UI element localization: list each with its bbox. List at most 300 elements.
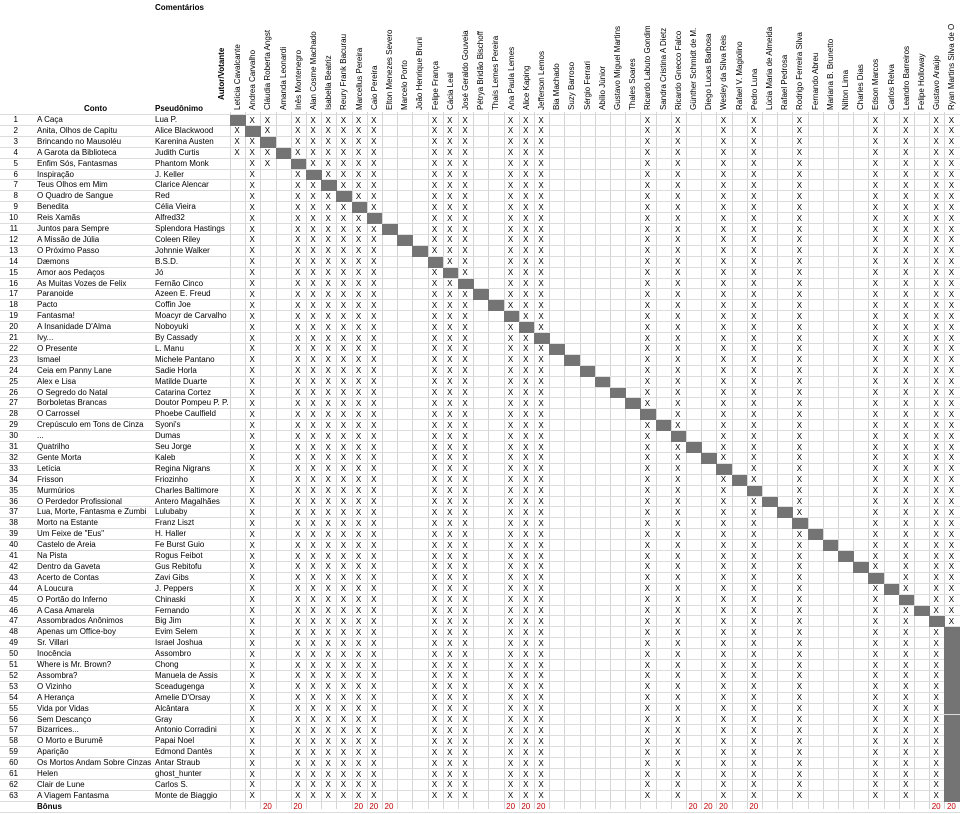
own-story-cell <box>792 518 808 529</box>
vote-mark: X <box>462 300 468 310</box>
pseudonimo-cell: Judith Curtis <box>155 147 200 157</box>
vote-mark: X <box>751 148 757 158</box>
vote-mark: X <box>675 366 681 376</box>
vote-mark: X <box>355 616 362 626</box>
vote-mark: X <box>675 279 681 288</box>
vote-mark: X <box>675 736 681 746</box>
pseudonimo-cell: Lua P. <box>155 115 178 124</box>
vote-mark: X <box>462 420 468 430</box>
vote-mark: X <box>933 180 939 190</box>
vote-mark: X <box>507 115 514 125</box>
vote-mark: X <box>872 170 879 179</box>
vote-mark: X <box>872 616 879 626</box>
vote-mark: X <box>462 682 468 692</box>
vote-mark: X <box>507 758 514 768</box>
row-number: 30 <box>9 431 18 441</box>
vote-mark: X <box>948 191 955 201</box>
vote-mark: X <box>523 180 529 190</box>
vote-mark: X <box>355 660 362 670</box>
row-number: 50 <box>9 649 18 659</box>
vote-mark: X <box>340 518 347 528</box>
vote-mark: X <box>675 573 681 583</box>
vote-mark: X <box>796 333 803 343</box>
vote-mark: X <box>249 747 255 757</box>
vote-mark: X <box>796 355 803 365</box>
vote-mark: X <box>538 660 544 670</box>
vote-mark: X <box>340 584 347 594</box>
vote-mark: X <box>675 213 681 223</box>
vote-mark: X <box>796 584 803 594</box>
vote-mark: X <box>310 191 316 201</box>
vote-mark: X <box>310 398 316 408</box>
vote-mark: X <box>462 398 468 408</box>
vote-mark: X <box>371 453 377 463</box>
conto-cell: A Caça <box>37 115 63 124</box>
vote-mark: X <box>355 126 362 136</box>
conto-cell: Apenas um Office-boy <box>37 627 117 637</box>
vote-mark: X <box>796 268 803 278</box>
vote-mark: X <box>903 518 909 528</box>
vote-mark: X <box>903 606 909 615</box>
vote-mark: X <box>371 224 377 234</box>
vote-mark: X <box>948 420 955 430</box>
pseudonimo-cell: Kaleb <box>155 452 176 462</box>
own-story-cell <box>336 191 352 202</box>
voter-header: Rodrigo Ferreira Silva <box>795 32 805 110</box>
vote-mark: X <box>355 540 362 550</box>
vote-mark: X <box>903 300 909 310</box>
vote-mark: X <box>295 791 301 801</box>
vote-mark: X <box>720 660 727 670</box>
conto-cell: Where is Mr. Brown? <box>37 660 112 669</box>
pseudonimo-cell: Charles Baltimore <box>155 485 219 495</box>
vote-mark: X <box>903 377 909 387</box>
own-story-cell <box>868 573 884 584</box>
vote-mark: X <box>675 115 681 125</box>
vote-mark: X <box>933 311 939 321</box>
vote-mark: X <box>872 453 879 463</box>
vote-mark: X <box>310 388 316 397</box>
own-story-cell <box>808 529 824 540</box>
vote-mark: X <box>355 551 362 561</box>
vote-mark: X <box>933 137 939 147</box>
vote-mark: X <box>355 529 362 539</box>
vote-mark: X <box>310 224 316 234</box>
vote-mark: X <box>796 366 803 376</box>
vote-mark: X <box>462 486 468 496</box>
vote-mark: X <box>507 366 514 376</box>
vote-mark: X <box>249 289 255 299</box>
vote-mark: X <box>507 257 514 267</box>
vote-mark: X <box>371 475 377 485</box>
vote-mark: X <box>325 159 331 169</box>
vote-mark: X <box>371 322 377 332</box>
voter-header: Fernando Abreu <box>810 52 820 110</box>
conto-cell: Dentro da Gaveta <box>37 561 101 571</box>
vote-mark: X <box>431 355 438 365</box>
vote-mark: X <box>249 497 255 506</box>
vote-mark: X <box>249 257 255 267</box>
vote-mark: X <box>720 769 727 779</box>
vote-mark: X <box>310 180 316 190</box>
own-story-cell <box>458 279 474 290</box>
vote-mark: X <box>325 573 331 583</box>
vote-mark: X <box>903 268 909 278</box>
vote-mark: X <box>903 246 909 256</box>
grid-row-line <box>0 278 960 279</box>
vote-mark: X <box>325 409 331 419</box>
own-story-cell <box>899 595 915 606</box>
conto-cell: Inocência <box>37 649 72 659</box>
vote-mark: X <box>796 464 803 474</box>
vote-mark: X <box>675 616 681 626</box>
vote-mark: X <box>796 180 803 190</box>
grid-column-line <box>777 112 778 809</box>
vote-mark: X <box>371 366 377 376</box>
vote-mark: X <box>751 355 757 365</box>
own-story-cell <box>929 616 945 627</box>
vote-mark: X <box>538 420 544 430</box>
vote-mark: X <box>751 671 757 681</box>
vote-mark: X <box>903 747 909 757</box>
vote-mark: X <box>903 235 909 245</box>
vote-mark: X <box>903 693 909 703</box>
conto-cell: O Quadro de Sangue <box>37 191 114 201</box>
vote-mark: X <box>675 453 681 463</box>
vote-mark: X <box>675 529 681 539</box>
vote-mark: X <box>371 268 377 278</box>
own-story-cell <box>610 388 626 399</box>
vote-mark: X <box>872 300 879 310</box>
vote-mark: X <box>933 126 939 136</box>
vote-mark: X <box>751 758 757 768</box>
vote-mark: X <box>538 584 544 594</box>
vote-mark: X <box>751 409 757 419</box>
vote-mark: X <box>310 420 316 430</box>
conto-cell: ... <box>37 431 44 441</box>
vote-mark: X <box>371 159 377 169</box>
vote-mark: X <box>872 126 879 136</box>
vote-mark: X <box>431 649 438 659</box>
vote-mark: X <box>644 213 651 223</box>
vote-mark: X <box>295 518 301 528</box>
row-number: 34 <box>9 474 18 484</box>
vote-mark: X <box>720 180 727 190</box>
vote-mark: X <box>675 257 681 267</box>
vote-mark: X <box>295 322 301 332</box>
vote-mark: X <box>644 497 651 506</box>
vote-mark: X <box>249 246 255 256</box>
conto-cell: O Carrossel <box>37 409 80 419</box>
grid-row-line <box>0 114 960 115</box>
conto-cell: Brincando no Mausoléu <box>37 136 122 146</box>
conto-cell: O Presente <box>37 343 78 353</box>
vote-mark: X <box>340 279 347 288</box>
vote-mark: X <box>796 279 803 288</box>
vote-mark: X <box>325 366 331 376</box>
vote-mark: X <box>644 289 651 299</box>
vote-mark: X <box>462 311 468 321</box>
vote-mark: X <box>340 159 347 169</box>
pseudonimo-cell: Franz Liszt <box>155 518 195 528</box>
vote-mark: X <box>933 540 939 550</box>
row-number: 41 <box>9 551 18 560</box>
vote-mark: X <box>523 704 529 714</box>
vote-mark: X <box>462 627 468 637</box>
vote-mark: X <box>371 693 377 703</box>
vote-mark: X <box>903 562 909 572</box>
pseudonimo-cell: Michele Pantano <box>155 354 215 364</box>
vote-mark: X <box>507 780 514 790</box>
vote-mark: X <box>720 595 727 605</box>
vote-mark: X <box>249 562 255 572</box>
vote-mark: X <box>796 246 803 256</box>
vote-mark: X <box>325 377 331 387</box>
vote-mark: X <box>523 126 529 136</box>
vote-mark: X <box>431 268 438 278</box>
vote-mark: X <box>507 693 514 703</box>
pseudonimo-cell: Coleen Riley <box>155 234 201 244</box>
row-number: 32 <box>9 452 18 462</box>
vote-mark: X <box>538 268 544 278</box>
vote-mark: X <box>431 507 438 517</box>
vote-mark: X <box>903 388 909 397</box>
vote-mark: X <box>431 638 438 648</box>
vote-mark: X <box>447 518 453 528</box>
conto-cell: Ceia em Panny Lane <box>37 365 112 375</box>
vote-mark: X <box>644 464 651 474</box>
own-story-cell <box>564 355 580 366</box>
vote-mark: X <box>462 464 468 474</box>
vote-mark: X <box>431 366 438 376</box>
vote-mark: X <box>538 780 544 790</box>
vote-mark: X <box>355 409 362 419</box>
vote-mark: X <box>264 115 271 125</box>
vote-mark: X <box>903 627 909 637</box>
grid-column-line <box>625 112 626 809</box>
vote-mark: X <box>872 398 879 408</box>
vote-mark: X <box>447 486 453 496</box>
vote-mark: X <box>355 715 362 724</box>
vote-mark: X <box>310 562 316 572</box>
vote-mark: X <box>462 606 468 615</box>
vote-mark: X <box>644 235 651 245</box>
vote-mark: X <box>431 671 438 681</box>
pseudonimo-cell: Big Jim <box>155 616 182 626</box>
vote-mark: X <box>249 507 255 517</box>
vote-mark: X <box>325 518 331 528</box>
vote-mark: X <box>507 224 514 234</box>
voter-header: Pedro Luna <box>749 68 759 110</box>
vote-mark: X <box>310 780 316 790</box>
conto-cell: Amor aos Pedaços <box>37 267 105 277</box>
vote-mark: X <box>644 224 651 234</box>
vote-mark: X <box>295 213 301 223</box>
vote-mark: X <box>431 758 438 768</box>
pseudonimo-cell: B.S.D. <box>155 256 179 266</box>
vote-mark: X <box>249 180 255 190</box>
vote-mark: X <box>295 224 301 234</box>
vote-mark: X <box>523 780 529 790</box>
vote-mark: X <box>720 529 727 539</box>
own-story-cell <box>519 322 535 333</box>
row-number: 23 <box>9 354 18 364</box>
vote-mark: X <box>903 616 909 626</box>
row-number: 28 <box>9 409 18 419</box>
voter-header: Cláudia Roberta Angst <box>263 29 273 110</box>
vote-mark: X <box>751 769 757 779</box>
vote-mark: X <box>295 649 301 659</box>
vote-mark: X <box>355 170 362 179</box>
vote-mark: X <box>249 736 255 746</box>
pseudonimo-cell: ghost_hunter <box>155 769 202 778</box>
voter-header: Günther Schmidt de M. <box>689 27 698 110</box>
vote-mark: X <box>751 693 757 703</box>
vote-mark: X <box>538 638 544 648</box>
grid-row-line <box>0 496 960 497</box>
vote-mark: X <box>796 224 803 234</box>
vote-mark: X <box>340 213 347 223</box>
vote-mark: X <box>538 442 544 452</box>
vote-mark: X <box>340 388 347 397</box>
vote-mark: X <box>644 671 651 681</box>
vote-mark: X <box>295 355 301 365</box>
vote-mark: X <box>310 311 316 321</box>
grid-row-line <box>0 343 960 344</box>
vote-mark: X <box>447 671 453 681</box>
vote-mark: X <box>295 671 301 681</box>
vote-mark: X <box>538 409 544 419</box>
grid-row-line <box>0 605 960 606</box>
conto-cell: Ismael <box>37 354 61 364</box>
voter-header: Diego Lucas Barbosa <box>704 33 714 110</box>
vote-mark: X <box>249 170 255 179</box>
vote-mark: X <box>295 693 301 703</box>
vote-mark: X <box>538 475 544 485</box>
vote-mark: X <box>507 682 514 692</box>
grid-column-line <box>412 112 413 809</box>
vote-mark: X <box>675 758 681 768</box>
vote-mark: X <box>431 704 438 714</box>
vote-mark: X <box>340 257 347 267</box>
bonus-value: 20 <box>536 801 546 811</box>
grid-column-line <box>762 112 763 809</box>
vote-mark: X <box>675 486 681 496</box>
vote-mark: X <box>796 715 803 724</box>
vote-mark: X <box>933 279 939 288</box>
vote-mark: X <box>523 224 529 234</box>
vote-mark: X <box>644 300 651 310</box>
grid-column-line <box>808 112 809 809</box>
vote-mark: X <box>249 660 255 670</box>
vote-mark: X <box>431 115 438 125</box>
vote-mark: X <box>295 235 301 245</box>
vote-mark: X <box>325 627 331 637</box>
vote-mark: X <box>447 682 453 692</box>
vote-mark: X <box>325 507 331 517</box>
vote-mark: X <box>507 279 514 288</box>
vote-mark: X <box>720 420 727 430</box>
vote-mark: X <box>933 791 939 801</box>
vote-mark: X <box>371 725 377 735</box>
voter-header: Edson Marcos <box>871 58 881 110</box>
vote-mark: X <box>295 507 301 517</box>
vote-mark: X <box>371 649 377 659</box>
vote-mark: X <box>295 202 301 212</box>
vote-mark: X <box>872 213 879 223</box>
vote-mark: X <box>295 148 301 158</box>
vote-mark: X <box>523 671 529 681</box>
vote-mark: X <box>431 791 438 801</box>
vote-mark: X <box>295 627 301 637</box>
vote-mark: X <box>340 180 347 190</box>
vote-mark: X <box>644 355 651 365</box>
grid-row-line <box>0 136 960 137</box>
vote-mark: X <box>933 202 939 212</box>
voter-header: Felipe França <box>430 61 440 110</box>
grid-row-line <box>0 517 960 518</box>
row-number: 17 <box>9 289 18 299</box>
vote-mark: X <box>310 442 316 452</box>
vote-mark: X <box>675 148 681 158</box>
own-story-cell <box>382 224 398 235</box>
vote-mark: X <box>751 704 757 714</box>
vote-mark: X <box>644 704 651 714</box>
vote-mark: X <box>310 202 316 212</box>
vote-mark: X <box>295 704 301 714</box>
vote-mark: X <box>675 507 681 517</box>
vote-mark: X <box>249 300 255 310</box>
grid-row-line <box>0 376 960 377</box>
vote-mark: X <box>431 442 438 452</box>
vote-mark: X <box>751 736 757 746</box>
vote-mark: X <box>325 562 331 572</box>
vote-mark: X <box>523 725 529 735</box>
conto-cell: O Portão do Inferno <box>37 594 108 604</box>
vote-mark: X <box>447 115 453 125</box>
row-number: 3 <box>13 136 18 146</box>
vote-mark: X <box>371 606 377 615</box>
vote-mark: X <box>675 518 681 528</box>
own-story-cell <box>686 442 702 453</box>
vote-mark: X <box>538 769 544 779</box>
vote-mark: X <box>371 202 377 212</box>
vote-mark: X <box>462 388 468 397</box>
vote-mark: X <box>295 562 301 572</box>
vote-mark: X <box>249 780 255 790</box>
vote-mark: X <box>355 180 362 190</box>
vote-mark: X <box>933 682 939 692</box>
vote-mark: X <box>325 388 331 397</box>
vote-mark: X <box>447 137 453 147</box>
vote-mark: X <box>325 704 331 714</box>
vote-mark: X <box>355 268 362 278</box>
vote-mark: X <box>751 333 757 343</box>
grid-column-line <box>397 112 398 809</box>
vote-mark: X <box>431 344 438 354</box>
pseudonimo-cell: Splendora Hastings <box>155 224 225 233</box>
vote-mark: X <box>340 170 347 179</box>
own-story-cell <box>367 213 383 224</box>
grid-row-line <box>0 245 960 246</box>
vote-mark: X <box>948 355 955 365</box>
vote-mark: X <box>340 725 347 735</box>
vote-mark: X <box>462 725 468 735</box>
vote-mark: X <box>355 333 362 343</box>
vote-mark: X <box>523 758 529 768</box>
grid-row-line <box>0 648 960 649</box>
vote-mark: X <box>903 322 909 332</box>
